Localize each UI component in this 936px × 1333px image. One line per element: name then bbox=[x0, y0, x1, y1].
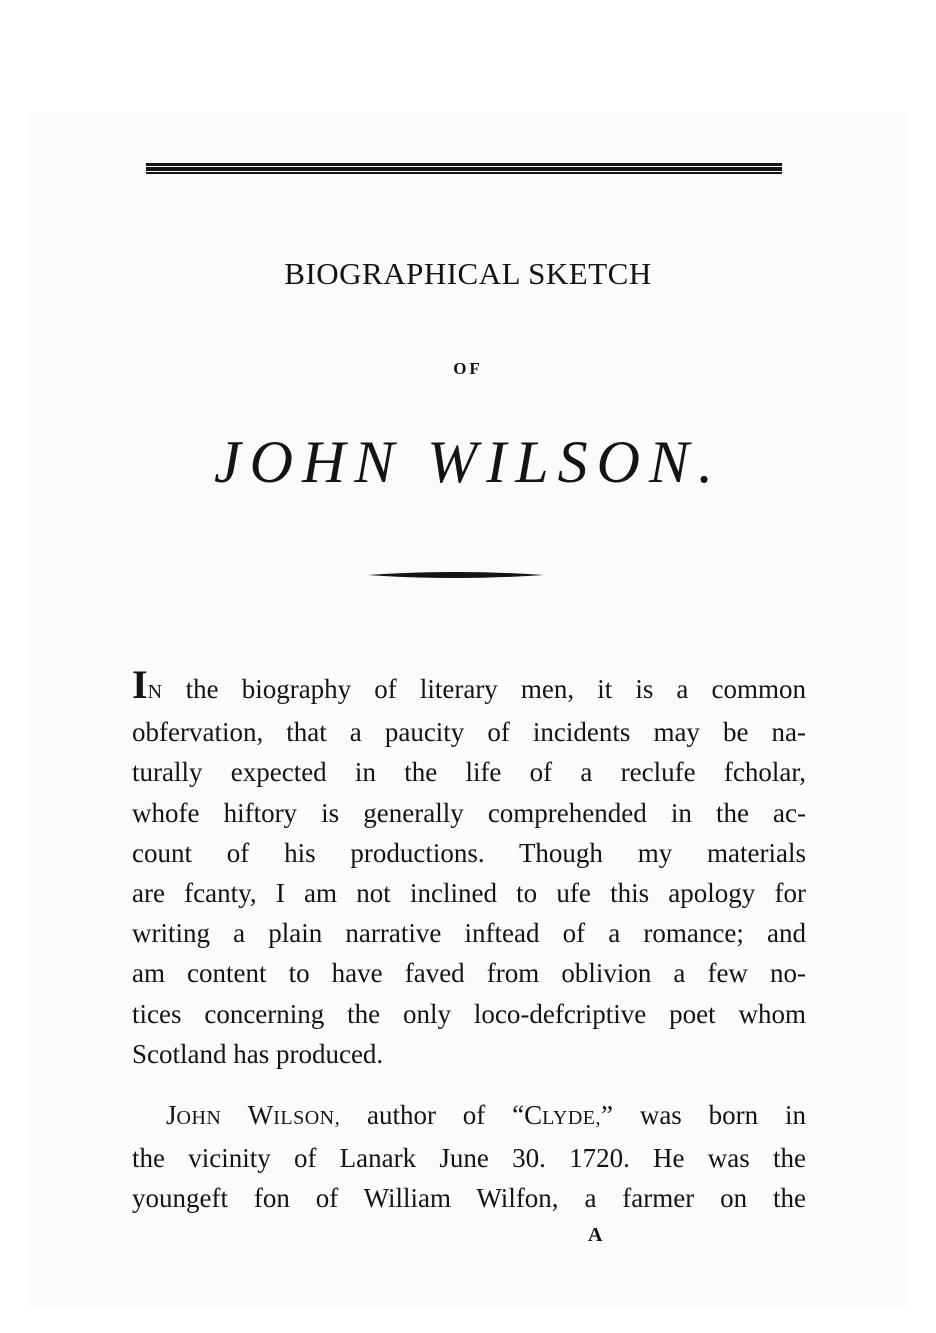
biography-paragraph bbox=[132, 1095, 806, 1219]
paragraph-line: Scotland has produced. bbox=[132, 1038, 384, 1069]
last-name-initial: W bbox=[247, 1100, 274, 1130]
first-name-initial: J bbox=[166, 1100, 177, 1130]
poem-title-initial: C bbox=[524, 1100, 543, 1130]
paragraph-line: youngeft fon of William Wilfon, a farmer on the bbox=[132, 1183, 806, 1214]
line-text: ” was born in bbox=[600, 1100, 807, 1130]
subject-name: JOHN WILSON. bbox=[214, 429, 722, 495]
signature-mark: A bbox=[588, 1224, 603, 1246]
paragraph-line: tices concerning the only loco-defcriptive poet whom bbox=[132, 998, 806, 1029]
page-title: BIOGRAPHICAL SKETCH bbox=[284, 256, 652, 291]
drop-cap-continuation: N bbox=[147, 681, 163, 703]
last-name-rest: ILSON, bbox=[273, 1107, 341, 1129]
line-text: author of “ bbox=[366, 1100, 525, 1130]
paragraph-line: whofe hiftory is generally comprehended in the ac- bbox=[132, 797, 806, 828]
line-text: the biography of literary men, it is a common bbox=[185, 674, 806, 704]
paragraph-line: obfervation, that a paucity of incidents may be na- bbox=[132, 717, 806, 748]
top-ornamental-rule bbox=[146, 163, 782, 174]
section-divider bbox=[368, 569, 544, 581]
first-name-rest: OHN bbox=[176, 1107, 222, 1129]
title-connector: OF bbox=[453, 359, 483, 378]
paragraph-line: are fcanty, I am not inclined to ufe this apology for bbox=[132, 878, 806, 909]
poem-title-rest: LYDE, bbox=[542, 1107, 601, 1129]
paragraph-line: am content to have faved from oblivion a few no- bbox=[132, 958, 806, 989]
paragraph-line: count of his productions. Though my materials bbox=[132, 837, 806, 868]
paragraph-line: turally expected in the life of a reclufe fcholar, bbox=[132, 757, 806, 788]
paragraph-line bbox=[132, 1095, 806, 1138]
indent bbox=[132, 1100, 166, 1130]
paragraph-line: writing a plain narrative inftead of a romance; and bbox=[132, 918, 806, 949]
drop-cap: I bbox=[132, 662, 148, 707]
intro-paragraph bbox=[132, 662, 806, 1074]
paragraph-line: the vicinity of Lanark June 30. 1720. He was the bbox=[132, 1143, 806, 1174]
paragraph-line bbox=[132, 662, 806, 712]
